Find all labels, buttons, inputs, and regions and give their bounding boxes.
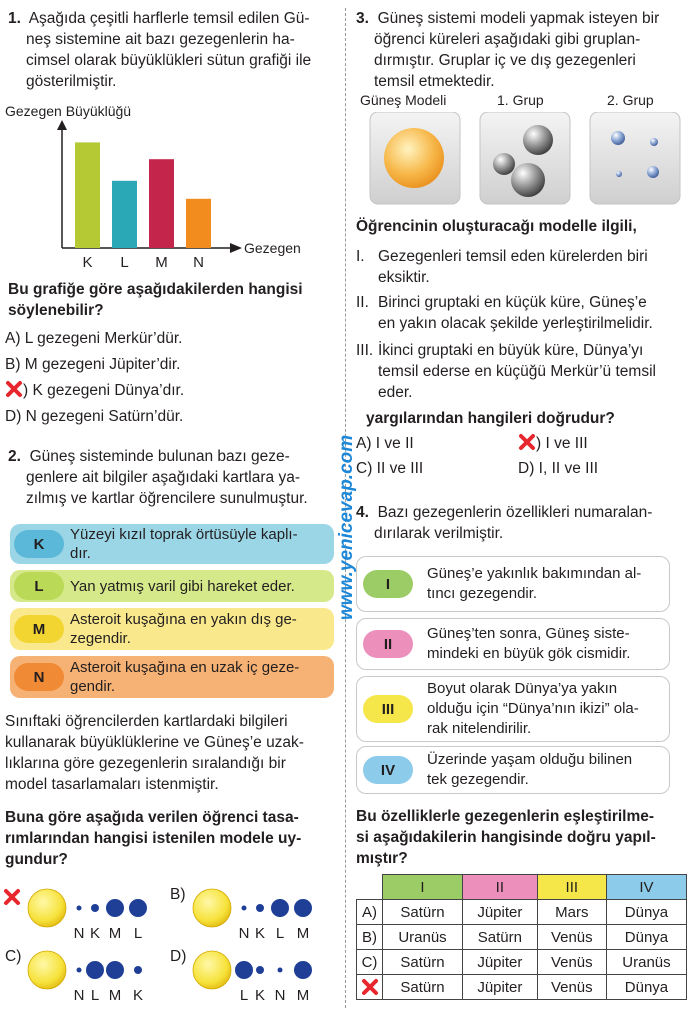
planet-l-icon — [235, 961, 253, 979]
planet-label: M — [108, 925, 122, 942]
q3-statement-1: I. Gezegenleri temsil eden kürelerden biri eksiktir. — [356, 248, 648, 286]
tick-label-l: L — [120, 254, 129, 271]
bar-k — [75, 142, 100, 248]
label-group-2: 2. Grup — [607, 92, 654, 108]
table-header-2: II — [463, 875, 538, 900]
planet-label: N — [73, 987, 85, 1004]
q4-answer-table — [356, 874, 687, 1000]
planet-n-icon — [77, 906, 82, 911]
q1-question: Bu grafiğe göre aşağıdakilerden hangisi söylenebilir? — [8, 281, 303, 319]
planet-m-icon — [294, 961, 312, 979]
planet-n-icon — [242, 906, 247, 911]
q3-option-b[interactable]: ) I ve III — [518, 433, 588, 454]
tick-label-n: N — [193, 254, 204, 271]
sun-icon — [193, 951, 231, 989]
group-1-sphere-icon — [493, 153, 515, 175]
q3-option-d[interactable]: D) I, II ve III — [518, 460, 599, 477]
planet-label: M — [108, 987, 122, 1004]
cross-mark-icon — [518, 433, 536, 451]
q3-question: Öğrencinin oluşturacağı modelle ilgili, — [356, 218, 637, 235]
planet-m-icon — [106, 961, 124, 979]
planet-k-icon — [134, 966, 142, 974]
q3-option-c[interactable]: C) II ve III — [356, 460, 424, 477]
q3-question-2: yargılarından hangileri doğrudur? — [366, 410, 615, 427]
q2-card-l: L Yan yatmış varil gibi hareket eder. — [10, 570, 334, 602]
tick-label-m: M — [155, 254, 168, 271]
q2-option-d[interactable] — [170, 948, 335, 1008]
table-row[interactable]: A) Satürn Jüpiter Mars Dünya — [357, 900, 687, 925]
planet-label: K — [132, 987, 144, 1004]
planet-k-icon — [256, 904, 264, 912]
q2-question: Buna göre aşağıda verilen öğrenci tasa- rımlarından hangisi istenilen modele uy- gundur? — [5, 809, 302, 868]
planet-label: L — [239, 987, 249, 1004]
q3-option-a[interactable]: A) I ve II — [356, 435, 414, 452]
planet-order-diagram — [192, 888, 332, 946]
planet-label: L — [133, 925, 143, 942]
planet-label: M — [296, 925, 310, 942]
q2-card-k: K Yüzeyi kızıl toprak örtüsüyle kaplı- dır. — [10, 524, 334, 564]
sun-icon — [28, 951, 66, 989]
q2-stem: 2. Güneş sisteminde bulunan bazı geze- genlere ait bilgiler aşağıdaki kartlara ya- zılmış ve kartlar öğrencilere sunulmuştur. — [8, 448, 308, 507]
planet-n-icon — [278, 968, 283, 973]
q3-number: 3. — [356, 10, 369, 27]
watermark — [330, 395, 360, 625]
planet-order-diagram — [27, 950, 167, 1008]
q1-bar-chart — [0, 100, 340, 275]
q1-option-b[interactable]: B) M gezegeni Jüpiter’dir. — [5, 356, 181, 373]
q4-card-3: III Boyut olarak Dünya’ya yakın olduğu için “Dünya’nın ikizi” ola- rak nitelendirilir. — [356, 676, 670, 742]
q4-card-4: IV Üzerinde yaşam olduğu bilinen tek gezegendir. — [356, 746, 670, 794]
planet-m-icon — [294, 899, 312, 917]
cross-mark-icon — [5, 380, 23, 398]
sun-icon — [193, 889, 231, 927]
chart-x-arrow — [230, 243, 242, 253]
table-row[interactable]: Satürn Jüpiter Venüs Dünya — [357, 975, 687, 1000]
cross-mark-icon — [3, 888, 21, 906]
bar-l — [112, 181, 137, 248]
q2-number: 2. — [8, 448, 21, 465]
q3-models-illustration — [366, 112, 688, 206]
planet-m-icon — [106, 899, 124, 917]
group-2-sphere-icon — [650, 138, 658, 146]
q4-card-2: II Güneş’ten sonra, Güneş siste- mindeki en büyük gök cismidir. — [356, 618, 670, 670]
planet-label: L — [90, 987, 100, 1004]
group-1-sphere-icon — [523, 125, 553, 155]
chart-xlabel: Gezegen — [244, 240, 301, 256]
planet-n-icon — [77, 968, 82, 973]
planet-l-icon — [271, 899, 289, 917]
table-header-3: III — [537, 875, 606, 900]
sun-icon — [28, 889, 66, 927]
planet-order-diagram — [192, 950, 332, 1008]
planet-label: L — [275, 925, 285, 942]
planet-label: N — [73, 925, 85, 942]
q1-option-c[interactable]: ) K gezegeni Dünya’dır. — [5, 380, 184, 401]
q2-option-a[interactable] — [5, 886, 170, 946]
planet-l-icon — [129, 899, 147, 917]
q1-option-a[interactable]: A) L gezegeni Merkür’dür. — [5, 330, 183, 347]
planet-label: K — [89, 925, 101, 942]
option-letter: C) — [5, 948, 22, 965]
planet-l-icon — [86, 961, 104, 979]
option-letter: B) — [170, 886, 186, 903]
q1-number: 1. — [8, 10, 21, 27]
planet-label: K — [254, 987, 266, 1004]
q3-statement-2: II. Birinci gruptaki en küçük küre, Güneş’e en yakın olacak şekilde yerleştirilmelidir. — [356, 294, 653, 332]
option-letter: D) — [170, 948, 187, 965]
group-2-sphere-icon — [647, 166, 659, 178]
q2-body: Sınıftaki öğrencilerden kartlardaki bilgileri kullanarak büyüklüklerine ve Güneş’e uzak- lıklarına göre gezegenlerin sıralandığı bir model tasarlamaları istenmiştir. — [5, 713, 304, 793]
q3-statement-3: III. İkinci gruptaki en büyük küre, Dünya’yı temsil ederse en küçüğü Merkür’ü temsil eder. — [356, 342, 656, 401]
q4-card-1: I Güneş’e yakınlık bakımından al- tıncı gezegendir. — [356, 556, 670, 612]
table-header-row — [357, 875, 687, 900]
table-header-4: IV — [606, 875, 686, 900]
watermark-text: www.yenicevap.com — [336, 434, 357, 620]
q4-question: Bu özelliklerle gezegenlerin eşleştirilme- si aşağıdakilerin hangisinde doğru yapıl- mıştır? — [356, 808, 656, 867]
group-2-sphere-icon — [616, 171, 622, 177]
cross-mark-icon — [361, 978, 379, 996]
planet-label: N — [238, 925, 250, 942]
q2-option-b[interactable] — [170, 886, 335, 946]
planet-k-icon — [91, 904, 99, 912]
q2-card-m: M Asteroit kuşağına en yakın dış ge- zegendir. — [10, 608, 334, 650]
planet-order-diagram — [27, 888, 167, 946]
table-header-1: I — [383, 875, 463, 900]
bar-m — [149, 159, 174, 248]
planet-label: K — [254, 925, 266, 942]
label-group-1: 1. Grup — [497, 92, 544, 108]
chart-ylabel: Gezegen Büyüklüğü — [5, 103, 132, 119]
group-2-box — [590, 112, 680, 204]
q4-number: 4. — [356, 504, 369, 521]
planet-label: M — [296, 987, 310, 1004]
sun-sphere-icon — [384, 128, 444, 188]
table-row[interactable]: C) Satürn Jüpiter Venüs Uranüs — [357, 950, 687, 975]
planet-label: N — [274, 987, 286, 1004]
q2-option-c[interactable] — [5, 948, 170, 1008]
planet-k-icon — [256, 966, 264, 974]
q3-stem: 3. Güneş sistemi modeli yapmak isteyen bir öğrenci küreleri aşağıdaki gibi gruplan- dırmıştır. Gruplar iç ve dış gezegenleri temsil etmektedir. — [356, 10, 660, 90]
table-row[interactable]: B) Uranüs Satürn Venüs Dünya — [357, 925, 687, 950]
bar-n — [186, 199, 211, 248]
chart-y-arrow — [57, 120, 67, 130]
q4-stem: 4. Bazı gezegenlerin özellikleri numaralan- dırılarak verilmiştir. — [356, 504, 653, 542]
group-1-sphere-icon — [511, 163, 545, 197]
group-2-sphere-icon — [611, 131, 625, 145]
q1-stem: 1. Aşağıda çeşitli harflerle temsil edilen Gü- neş sistemine ait bazı gezegenlerin ha- cimsel olarak büyüklükleri sütun grafiği ile gösterilmiştir. — [8, 10, 312, 90]
label-sun-model: Güneş Modeli — [360, 92, 447, 108]
q2-card-n: N Asteroit kuşağına en uzak iç geze- gendir. — [10, 656, 334, 698]
tick-label-k: K — [82, 254, 93, 271]
q1-option-d[interactable]: D) N gezegeni Satürn’dür. — [5, 408, 184, 425]
